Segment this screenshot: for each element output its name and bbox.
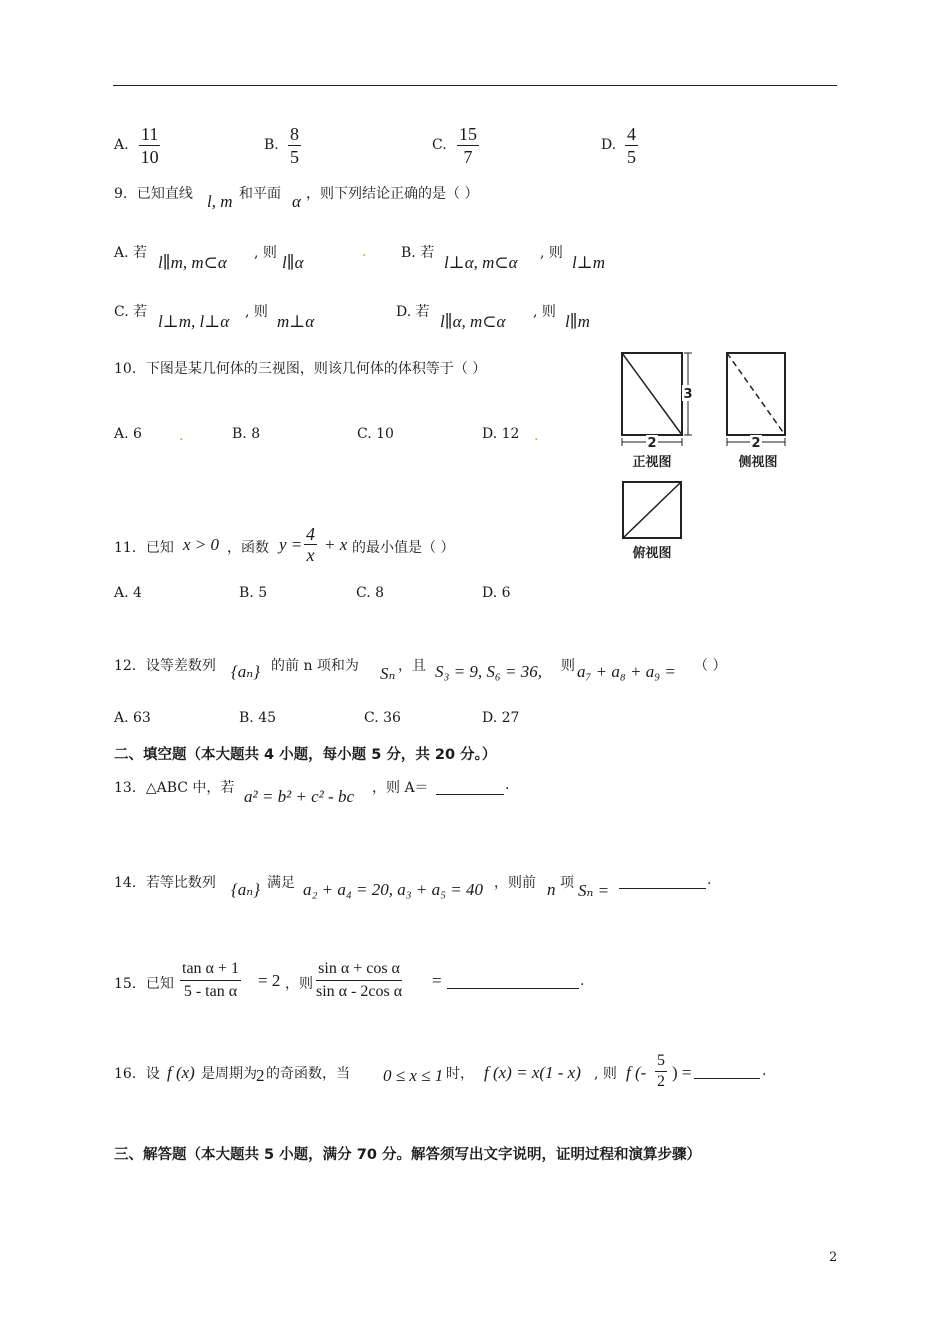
q13-answer-blank bbox=[436, 780, 504, 795]
q9-option-c-then: , 则 bbox=[245, 304, 268, 320]
front-view-caption: 正视图 bbox=[632, 455, 672, 470]
section-2-heading: 二、填空题（本大题共 4 小题，每小题 5 分，共 20 分。） bbox=[114, 747, 497, 763]
q15-answer-blank bbox=[447, 974, 579, 989]
q9-option-a-result: l∥α bbox=[282, 253, 304, 272]
q13-end: . bbox=[505, 777, 510, 793]
q10-option-d: D. 12 bbox=[482, 426, 520, 442]
q11-fraction: $\frac{4}{x}$ bbox=[306, 524, 315, 565]
q10-option-a: A. 6 bbox=[114, 426, 142, 442]
q11-y: y = bbox=[279, 535, 303, 554]
q9-mid: 和平面 bbox=[239, 186, 281, 202]
top-view-diagonal bbox=[623, 482, 681, 538]
q9-suffix: ，则下列结论正确的是（ ） bbox=[306, 186, 479, 202]
option-a-fraction: $\frac{11}{10}$ bbox=[140, 124, 159, 167]
q9-option-b-cond: l⊥α, m⊂α bbox=[444, 253, 518, 272]
q14-mid: 满足 bbox=[267, 875, 295, 891]
q14-suffix: ，则前 bbox=[494, 875, 536, 891]
q11-option-a: A. 4 bbox=[114, 585, 142, 601]
q16-period: 2 bbox=[256, 1066, 265, 1085]
q16-answer-blank bbox=[694, 1064, 760, 1079]
q9-lines: l, m bbox=[207, 192, 233, 211]
three-view-figure bbox=[610, 345, 800, 565]
q9-option-a-label: A. 若 bbox=[114, 245, 148, 261]
side-view-caption: 侧视图 bbox=[738, 455, 778, 470]
option-b-label: B. bbox=[264, 137, 279, 153]
q15-end: . bbox=[580, 973, 585, 989]
stray-dot: . bbox=[179, 428, 184, 444]
q9-option-d-cond: l∥α, m⊂α bbox=[440, 312, 506, 331]
q10-text: 10．下图是某几何体的三视图，则该几何体的体积等于（ ） bbox=[114, 361, 487, 377]
q11-mid: ，函数 bbox=[227, 540, 269, 556]
q9-prefix: 9．已知直线 bbox=[114, 186, 193, 202]
option-c-label: C. bbox=[432, 137, 447, 153]
q14-sequence: {aₙ} bbox=[231, 880, 260, 899]
q9-alpha: α bbox=[292, 192, 301, 211]
stray-dot: . bbox=[362, 244, 367, 260]
q13-expression: a² = b² + c² - bc bbox=[244, 787, 354, 806]
q15-given-fraction: $\frac{\text{tan α + 1}}{\text{5 - tan α}}$ bbox=[182, 960, 239, 1000]
q16-fx: f (x) bbox=[167, 1063, 195, 1082]
option-a-label: A. bbox=[114, 137, 129, 153]
q9-option-b-label: B. 若 bbox=[401, 245, 435, 261]
q12-expression: a₇ + a₈ + a₉ = bbox=[577, 662, 676, 681]
q12-prefix: 12．设等差数列 bbox=[114, 658, 216, 674]
q16-then: , 则 bbox=[594, 1066, 617, 1082]
stray-dot: . bbox=[534, 428, 539, 444]
q9-option-b-then: , 则 bbox=[540, 245, 563, 261]
header-rule bbox=[113, 85, 837, 86]
q14-answer-blank bbox=[619, 874, 706, 889]
q11-option-d: D. 6 bbox=[482, 585, 511, 601]
q12-paren: （ ） bbox=[694, 658, 727, 674]
q11-suffix: 的最小值是（ ） bbox=[352, 540, 455, 556]
q16-mid3: 时， bbox=[446, 1066, 474, 1082]
q14-prefix: 14．若等比数列 bbox=[114, 875, 216, 891]
q12-mid: 的前 n 项和为 bbox=[271, 658, 359, 674]
q12-option-d: D. 27 bbox=[482, 710, 520, 726]
q12-condition: S₃ = 9, S₆ = 36, bbox=[435, 662, 543, 681]
q16-fraction: $\frac{5}{2}$ bbox=[657, 1052, 665, 1090]
q11-option-c: C. 8 bbox=[356, 585, 385, 601]
q14-n: n bbox=[547, 880, 556, 899]
q12-then: 则 bbox=[561, 658, 575, 674]
q13-prefix: 13．△ABC 中，若 bbox=[114, 780, 235, 796]
side-view-dashed-diagonal bbox=[727, 353, 785, 435]
q12-comma: ，且 bbox=[398, 658, 426, 674]
q16-end: . bbox=[762, 1063, 767, 1079]
q11-option-b: B. 5 bbox=[239, 585, 268, 601]
q9-option-a-then: , 则 bbox=[254, 245, 277, 261]
top-view-caption: 俯视图 bbox=[632, 546, 672, 561]
option-c-fraction: $\frac{15}{7}$ bbox=[459, 124, 477, 167]
q11-plus-x: + x bbox=[324, 535, 348, 554]
front-view-diagonal bbox=[622, 353, 682, 435]
q11-prefix: 11．已知 bbox=[114, 540, 174, 556]
side-width-dimension-label: 2 bbox=[751, 436, 761, 451]
q16-definition: f (x) = x(1 - x) bbox=[484, 1063, 581, 1082]
q15-equals-2: = 2 bbox=[258, 971, 281, 990]
q12-option-a: A. 63 bbox=[114, 710, 151, 726]
q12-option-c: C. 36 bbox=[364, 710, 401, 726]
q11-condition: x > 0 bbox=[183, 535, 220, 554]
q9-option-c-cond: l⊥m, l⊥α bbox=[158, 312, 230, 331]
q15-target-fraction: $\frac{\text{sin α + cos α}}{\text{sin α - 2cos α}}$ bbox=[316, 960, 403, 1000]
q12-sequence: {aₙ} bbox=[231, 662, 260, 681]
option-b-fraction: $\frac{8}{5}$ bbox=[290, 124, 299, 167]
q14-xiang: 项 bbox=[560, 875, 574, 891]
q16-mid2: 的奇函数，当 bbox=[266, 1066, 350, 1082]
section-3-heading: 三、解答题（本大题共 5 小题，满分 70 分。解答须写出文字说明，证明过程和演算步骤） bbox=[114, 1147, 701, 1163]
option-d-fraction: $\frac{4}{5}$ bbox=[627, 124, 636, 167]
q9-option-a-cond: l∥m, m⊂α bbox=[158, 253, 227, 272]
q10-option-b: B. 8 bbox=[232, 426, 261, 442]
q9-option-b-result: l⊥m bbox=[572, 253, 605, 272]
q12-sn: Sₙ bbox=[380, 664, 396, 683]
q15-equals: = bbox=[432, 971, 442, 990]
page-number: 2 bbox=[829, 1250, 838, 1265]
q16-f-open: f (- bbox=[626, 1063, 647, 1082]
q9-option-d-then: , 则 bbox=[533, 304, 556, 320]
q15-prefix: 15．已知 bbox=[114, 976, 174, 992]
height-dimension-label: 3 bbox=[683, 387, 693, 402]
q10-option-c: C. 10 bbox=[357, 426, 394, 442]
q9-option-c-label: C. 若 bbox=[114, 304, 148, 320]
q9-option-d-result: l∥m bbox=[565, 312, 590, 331]
front-width-dimension-label: 2 bbox=[647, 436, 657, 451]
q9-option-c-result: m⊥α bbox=[277, 312, 315, 331]
q12-option-b: B. 45 bbox=[239, 710, 277, 726]
q16-close: ) = bbox=[672, 1063, 692, 1082]
q14-end: . bbox=[707, 872, 712, 888]
q16-condition: 0 ≤ x ≤ 1 bbox=[383, 1066, 444, 1085]
q9-option-d-label: D. 若 bbox=[396, 304, 430, 320]
q16-prefix: 16．设 bbox=[114, 1066, 160, 1082]
q15-mid: ，则 bbox=[285, 976, 313, 992]
q13-suffix: ，则 A＝ bbox=[372, 780, 429, 796]
q16-mid1: 是周期为 bbox=[201, 1066, 257, 1082]
q14-expression: a₂ + a₄ = 20, a₃ + a₅ = 40 bbox=[303, 880, 484, 899]
option-d-label: D. bbox=[601, 137, 617, 153]
q14-sn: Sₙ = bbox=[578, 881, 610, 900]
